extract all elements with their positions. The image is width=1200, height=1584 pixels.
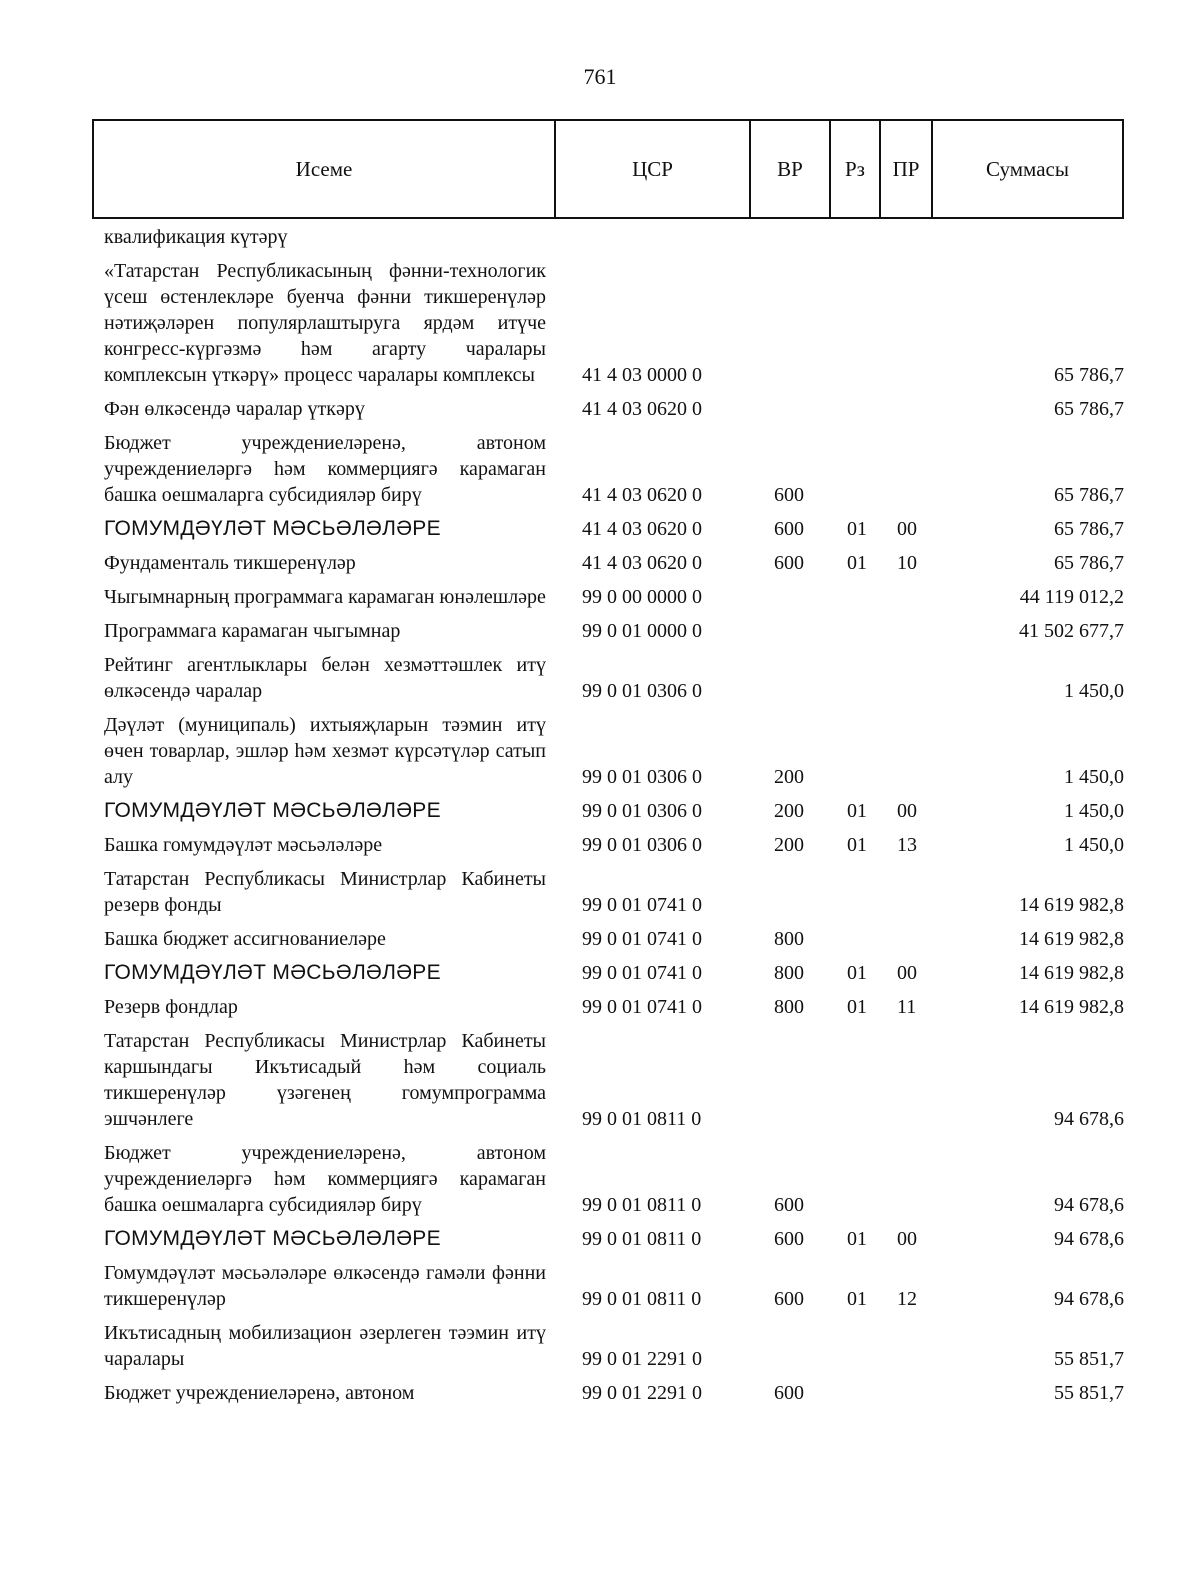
row-rz: 01	[847, 962, 867, 984]
row-csr: 99 0 01 0741 0	[582, 894, 702, 916]
row-rz: 01	[847, 1288, 867, 1310]
row-csr: 99 0 01 0306 0	[582, 834, 702, 856]
table-row	[104, 1226, 1124, 1252]
row-sum: 94 678,6	[1054, 1288, 1124, 1310]
table-row	[104, 1260, 1124, 1312]
row-sum: 65 786,7	[1054, 398, 1124, 420]
row-csr: 41 4 03 0620 0	[582, 518, 702, 540]
row-name: Гомумдәүләт мәсьәләләре өлкәсендә гамәли фәнни тикшеренүләр	[104, 1262, 546, 1310]
row-pr: 00	[897, 962, 917, 984]
row-name: Фундаменталь тикшеренүләр	[104, 552, 356, 574]
row-sum: 14 619 982,8	[1019, 962, 1124, 984]
table-row	[104, 396, 1124, 422]
table-row	[104, 1140, 1124, 1218]
table-row	[104, 1028, 1124, 1132]
row-name: Программага карамаган чыгымнар	[104, 620, 401, 642]
row-name: ГОМУМДӘҮЛӘТ МӘСЬӘЛӘЛӘРЕ	[104, 799, 441, 822]
row-csr: 99 0 01 0811 0	[582, 1228, 702, 1250]
header-vr: ВР	[751, 121, 831, 217]
table-row	[104, 832, 1124, 858]
row-csr: 99 0 01 2291 0	[582, 1348, 702, 1370]
row-csr: 99 0 01 0306 0	[582, 766, 702, 788]
row-csr: 99 0 01 0741 0	[582, 962, 702, 984]
row-csr: 99 0 01 0811 0	[582, 1288, 702, 1310]
row-name: Резерв фондлар	[104, 996, 238, 1018]
row-name: ГОМУМДӘҮЛӘТ МӘСЬӘЛӘЛӘРЕ	[104, 961, 441, 984]
row-sum: 55 851,7	[1054, 1382, 1124, 1404]
table-row	[104, 430, 1124, 508]
table-row	[104, 866, 1124, 918]
row-csr: 41 4 03 0620 0	[582, 484, 702, 506]
row-name: «Татарстан Республикасының фәнни-технологик үсеш өстенлекләре буенча фәнни тикшеренүләр нәтиҗәләрен популярлаштыруга ярдәм итүче конгресс-күргәзмә һәм агарту чаралары комплексын үткәрү» процесс чаралары комплексы	[104, 260, 546, 386]
row-csr: 41 4 03 0620 0	[582, 552, 702, 574]
table-row	[104, 1380, 1124, 1406]
row-sum: 14 619 982,8	[1019, 996, 1124, 1018]
row-name: Дәүләт (муниципаль) ихтыяҗларын тәэмин итү өчен товарлар, эшләр һәм хезмәт күрсәтүләр сатып алу	[104, 714, 546, 788]
row-pr: 10	[897, 552, 917, 574]
row-csr: 41 4 03 0620 0	[582, 398, 702, 420]
row-pr: 13	[897, 834, 917, 856]
row-rz: 01	[847, 1228, 867, 1250]
row-csr: 99 0 01 0741 0	[582, 996, 702, 1018]
row-name: Фән өлкәсендә чаралар үткәрү	[104, 398, 365, 420]
row-sum: 14 619 982,8	[1019, 894, 1124, 916]
row-pr: 00	[897, 1228, 917, 1250]
table-row	[104, 798, 1124, 824]
page-number: 761	[583, 64, 617, 89]
table-row	[104, 258, 1124, 388]
table-row	[104, 516, 1124, 542]
row-vr: 600	[774, 1228, 804, 1250]
header-name: Исеме	[94, 121, 556, 217]
row-csr: 99 0 01 0811 0	[582, 1194, 702, 1216]
table-row	[104, 618, 1124, 644]
row-sum: 1 450,0	[1064, 834, 1124, 856]
row-csr: 99 0 01 0741 0	[582, 928, 702, 950]
row-csr: 99 0 01 0306 0	[582, 800, 702, 822]
row-vr: 200	[774, 800, 804, 822]
row-name: Башка гомумдәүләт мәсьәләләре	[104, 834, 383, 856]
table-row	[104, 584, 1124, 610]
row-rz: 01	[847, 800, 867, 822]
row-pr: 12	[897, 1288, 917, 1310]
row-rz: 01	[847, 834, 867, 856]
row-name: Чыгымнарның программага карамаган юнәлешләре	[104, 586, 546, 608]
table-row	[104, 960, 1124, 986]
table-body	[104, 224, 1124, 1414]
row-vr: 600	[774, 484, 804, 506]
row-rz: 01	[847, 518, 867, 540]
row-name: Татарстан Республикасы Министрлар Кабинеты резерв фонды	[104, 868, 546, 916]
row-vr: 600	[774, 518, 804, 540]
row-sum: 1 450,0	[1064, 766, 1124, 788]
row-sum: 94 678,6	[1054, 1228, 1124, 1250]
row-name: ГОМУМДӘҮЛӘТ МӘСЬӘЛӘЛӘРЕ	[104, 1227, 441, 1250]
row-vr: 600	[774, 1194, 804, 1216]
row-name: Бюджет учреждениеләренә, автоном учреждениеләргә һәм коммерциягә карамаган башка оешмаларга субсидияләр бирү	[104, 1142, 546, 1216]
row-csr: 41 4 03 0000 0	[582, 364, 702, 386]
table-row	[104, 224, 1124, 250]
row-vr: 800	[774, 996, 804, 1018]
header-pr: ПР	[881, 121, 933, 217]
row-name: Икътисадның мобилизацион әзерлеген тәэмин итү чаралары	[104, 1322, 546, 1370]
table-row	[104, 994, 1124, 1020]
row-sum: 65 786,7	[1054, 518, 1124, 540]
row-sum: 14 619 982,8	[1019, 928, 1124, 950]
row-sum: 94 678,6	[1054, 1194, 1124, 1216]
row-sum: 65 786,7	[1054, 552, 1124, 574]
row-pr: 11	[897, 996, 917, 1018]
row-sum: 1 450,0	[1064, 800, 1124, 822]
row-sum: 94 678,6	[1054, 1108, 1124, 1130]
row-csr: 99 0 01 0811 0	[582, 1108, 702, 1130]
row-vr: 600	[774, 1382, 804, 1404]
row-rz: 01	[847, 552, 867, 574]
table-row	[104, 1320, 1124, 1372]
row-name: Бюджет учреждениеләренә, автоном	[104, 1382, 415, 1404]
row-sum: 1 450,0	[1064, 680, 1124, 702]
row-vr: 200	[774, 834, 804, 856]
row-sum: 65 786,7	[1054, 484, 1124, 506]
row-csr: 99 0 00 0000 0	[582, 586, 702, 608]
row-rz: 01	[847, 996, 867, 1018]
header-sum: Суммасы	[986, 156, 1069, 181]
row-sum: 44 119 012,2	[1019, 586, 1124, 608]
row-name: ГОМУМДӘҮЛӘТ МӘСЬӘЛӘЛӘРЕ	[104, 517, 441, 540]
row-name: квалификация күтәрү	[104, 226, 288, 248]
row-name: Татарстан Республикасы Министрлар Кабинеты каршындагы Икътисадый һәм социаль тикшеренүләр үзәгенең гомумпрограмма эшчәнлеге	[104, 1030, 546, 1130]
row-csr: 99 0 01 0000 0	[582, 620, 702, 642]
row-name: Рейтинг агентлыклары белән хезмәттәшлек итү өлкәсендә чаралар	[104, 654, 546, 702]
row-vr: 800	[774, 928, 804, 950]
table-row	[104, 652, 1124, 704]
row-csr: 99 0 01 2291 0	[582, 1382, 702, 1404]
row-pr: 00	[897, 518, 917, 540]
row-sum: 65 786,7	[1054, 364, 1124, 386]
row-vr: 600	[774, 552, 804, 574]
table-row	[104, 926, 1124, 952]
table-row	[104, 550, 1124, 576]
row-sum: 41 502 677,7	[1019, 620, 1124, 642]
row-sum: 55 851,7	[1054, 1348, 1124, 1370]
row-vr: 200	[774, 766, 804, 788]
row-vr: 600	[774, 1288, 804, 1310]
row-csr: 99 0 01 0306 0	[582, 680, 702, 702]
row-name: Башка бюджет ассигнованиеләре	[104, 928, 386, 950]
header-csr: ЦСР	[556, 121, 751, 217]
row-vr: 800	[774, 962, 804, 984]
row-pr: 00	[897, 800, 917, 822]
header-rz: Рз	[831, 121, 881, 217]
table-row	[104, 712, 1124, 790]
table-header	[92, 119, 1124, 219]
row-name: Бюджет учреждениеләренә, автоном учреждениеләргә һәм коммерциягә карамаган башка оешмаларга субсидияләр бирү	[104, 432, 546, 506]
